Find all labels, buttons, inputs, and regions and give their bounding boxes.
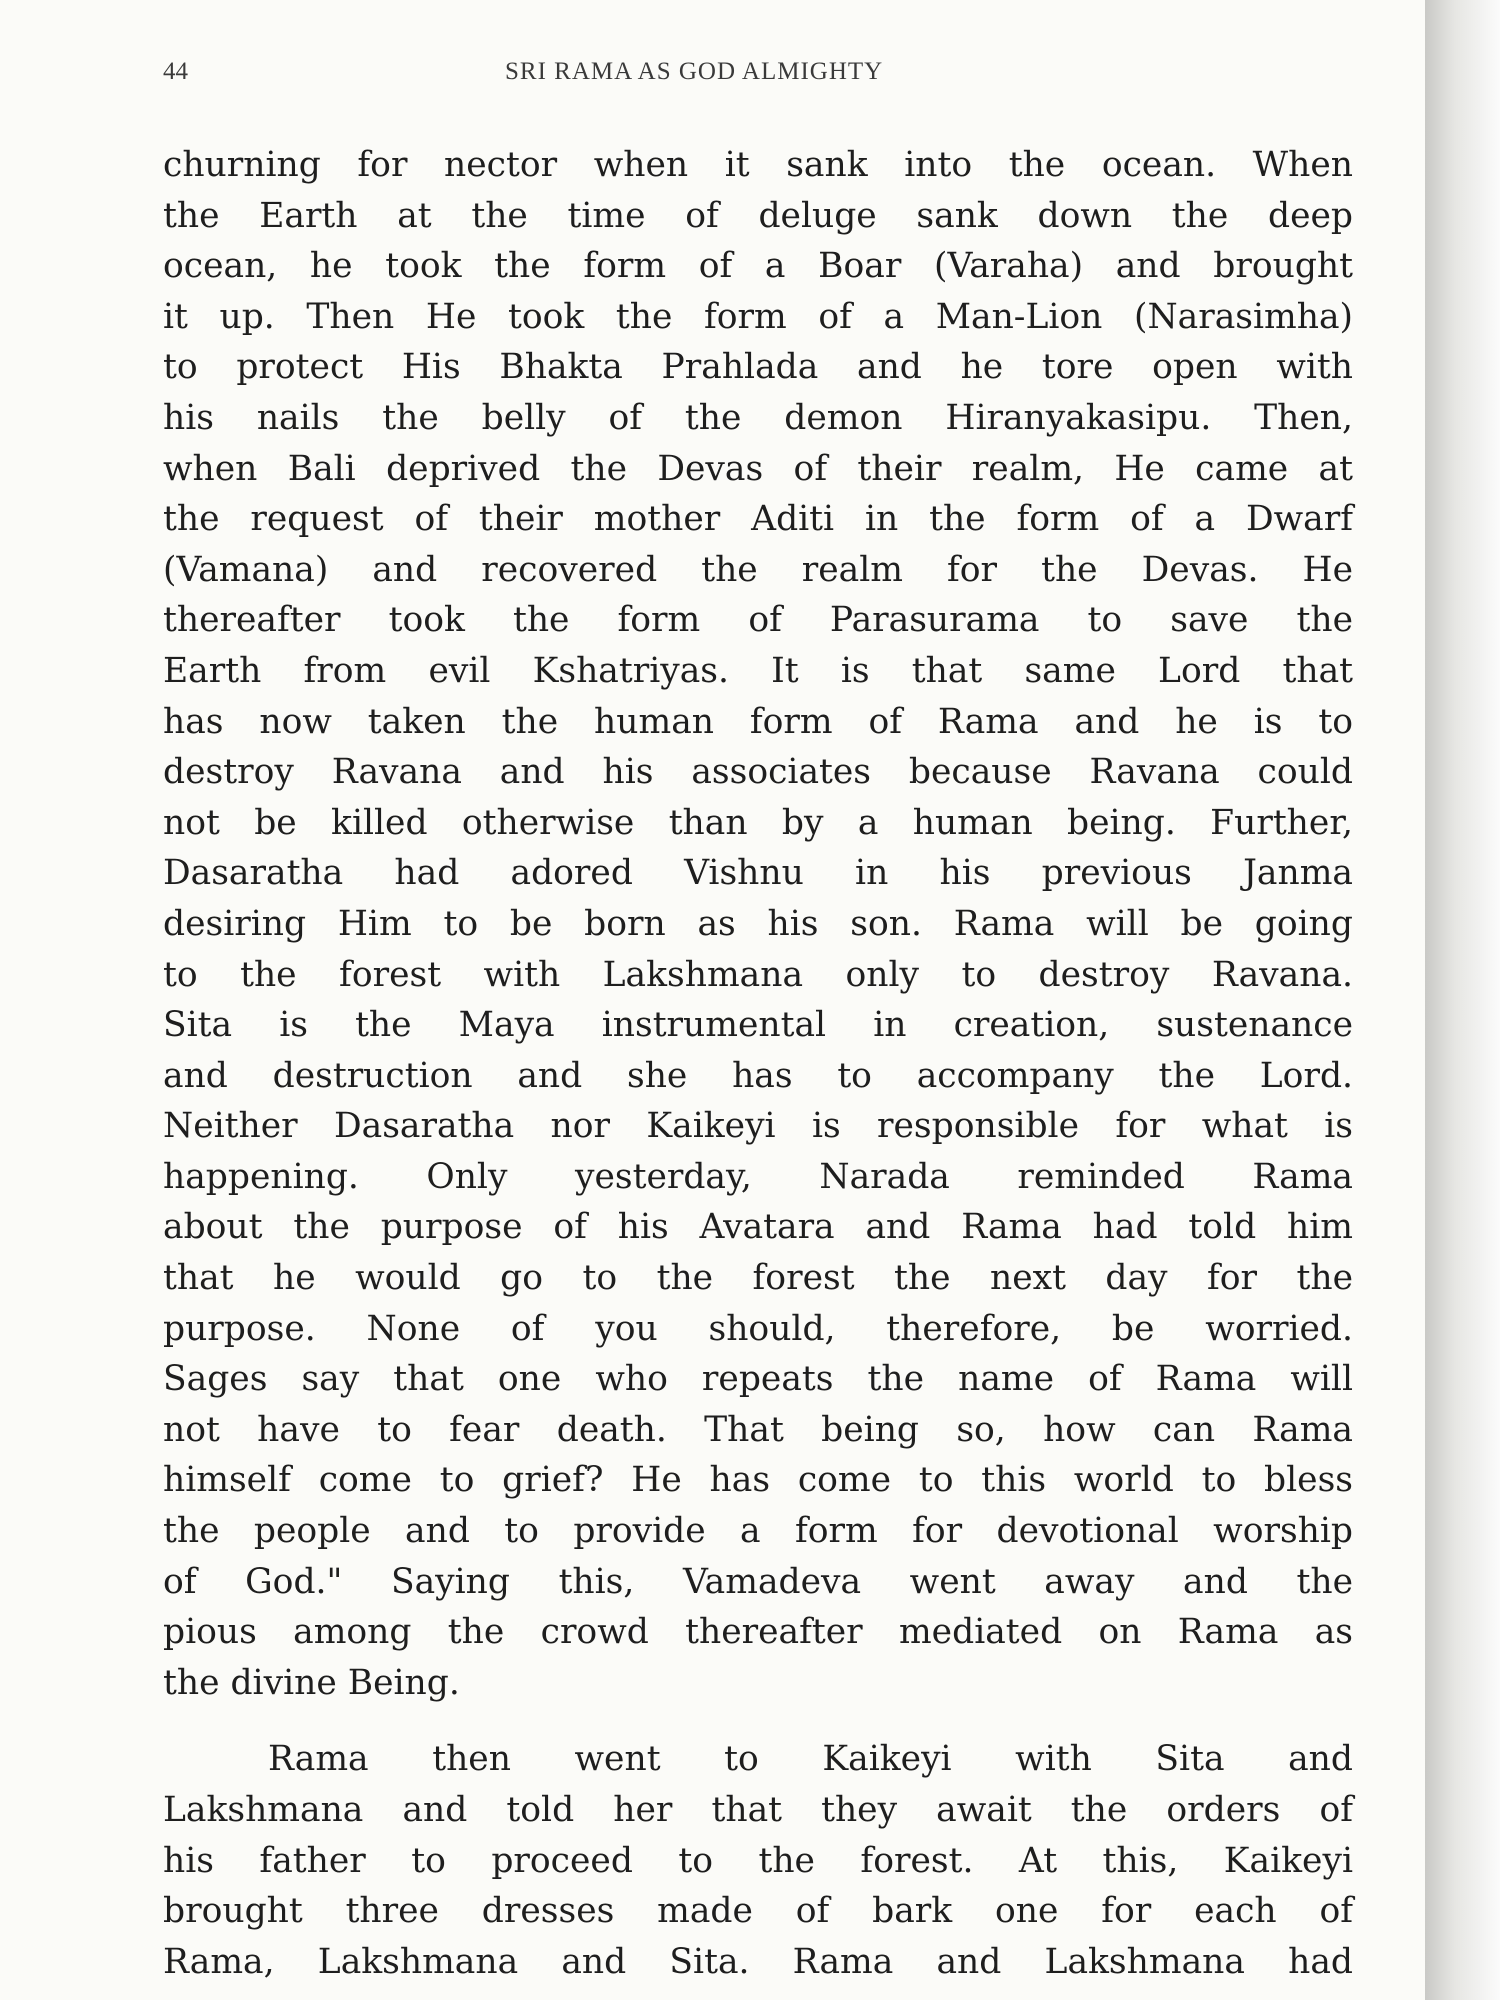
text-line: his nails the belly of the demon Hiranyakasipu. Then, bbox=[163, 397, 1353, 438]
text-line: Sita is the Maya instrumental in creation, sustenance bbox=[163, 1005, 1353, 1046]
text-line: it up. Then He took the form of a Man-Lion (Narasimha) bbox=[163, 296, 1353, 337]
running-title: SRI RAMA AS GOD ALMIGHTY bbox=[505, 58, 884, 85]
page-gutter-shadow bbox=[1425, 0, 1500, 2000]
text-line: his father to proceed to the forest. At this, Kaikeyi bbox=[163, 1840, 1353, 1881]
text-line: purpose. None of you should, therefore, be worried. bbox=[163, 1308, 1353, 1349]
text-line: to the forest with Lakshmana only to destroy Ravana. bbox=[163, 954, 1353, 995]
text-line: himself come to grief? He has come to this world to bless bbox=[163, 1460, 1353, 1501]
text-line: and destruction and she has to accompany the Lord. bbox=[163, 1055, 1353, 1096]
text-line: has now taken the human form of Rama and he is to bbox=[163, 701, 1353, 742]
text-line: Earth from evil Kshatriyas. It is that same Lord that bbox=[163, 650, 1353, 691]
text-line: to protect His Bhakta Prahlada and he tore open with bbox=[163, 347, 1353, 388]
page-number: 44 bbox=[163, 58, 188, 85]
text-line: when Bali deprived the Devas of their realm, He came at bbox=[163, 448, 1353, 489]
text-line: Rama then went to Kaikeyi with Sita and bbox=[268, 1739, 1353, 1780]
body-text bbox=[163, 140, 1353, 1987]
paragraph-spacer bbox=[163, 1708, 1353, 1734]
text-line: Lakshmana and told her that they await the orders of bbox=[163, 1790, 1353, 1830]
text-line: churning for nector when it sank into the ocean. When bbox=[163, 145, 1353, 185]
text-line: Neither Dasaratha nor Kaikeyi is responsible for what is bbox=[163, 1106, 1353, 1147]
text-line: brought three dresses made of bark one for each of bbox=[163, 1891, 1353, 1932]
text-line: pious among the crowd thereafter mediated on Rama as bbox=[163, 1612, 1353, 1653]
paragraph-1 bbox=[163, 140, 1353, 1708]
text-line: Rama, Lakshmana and Sita. Rama and Lakshmana had bbox=[163, 1941, 1353, 1982]
text-line: happening. Only yesterday, Narada reminded Rama bbox=[163, 1156, 1353, 1197]
text-line: thereafter took the form of Parasurama to save the bbox=[163, 600, 1353, 641]
text-line: the people and to provide a form for devotional worship bbox=[163, 1511, 1353, 1552]
paragraph-2 bbox=[163, 1734, 1353, 1987]
text-line: destroy Ravana and his associates because Ravana could bbox=[163, 752, 1353, 793]
text-line: not be killed otherwise than by a human being. Further, bbox=[163, 802, 1353, 843]
text-line: the Earth at the time of deluge sank down the deep bbox=[163, 195, 1353, 236]
text-line: that he would go to the forest the next day for the bbox=[163, 1258, 1353, 1299]
text-line: about the purpose of his Avatara and Rama had told him bbox=[163, 1207, 1353, 1248]
text-line: not have to fear death. That being so, how can Rama bbox=[163, 1409, 1353, 1450]
text-line: (Vamana) and recovered the realm for the Devas. He bbox=[163, 549, 1353, 590]
text-line: of God." Saying this, Vamadeva went away and the bbox=[163, 1561, 1353, 1602]
running-header bbox=[0, 58, 1425, 98]
text-line: Sages say that one who repeats the name of Rama will bbox=[163, 1359, 1353, 1400]
text-line: Dasaratha had adored Vishnu in his previous Janma bbox=[163, 853, 1353, 894]
text-line: ocean, he took the form of a Boar (Varaha) and brought bbox=[163, 246, 1353, 287]
text-line: the request of their mother Aditi in the form of a Dwarf bbox=[163, 499, 1353, 540]
text-line: the divine Being. bbox=[163, 1662, 460, 1703]
text-line: desiring Him to be born as his son. Rama will be going bbox=[163, 903, 1353, 944]
